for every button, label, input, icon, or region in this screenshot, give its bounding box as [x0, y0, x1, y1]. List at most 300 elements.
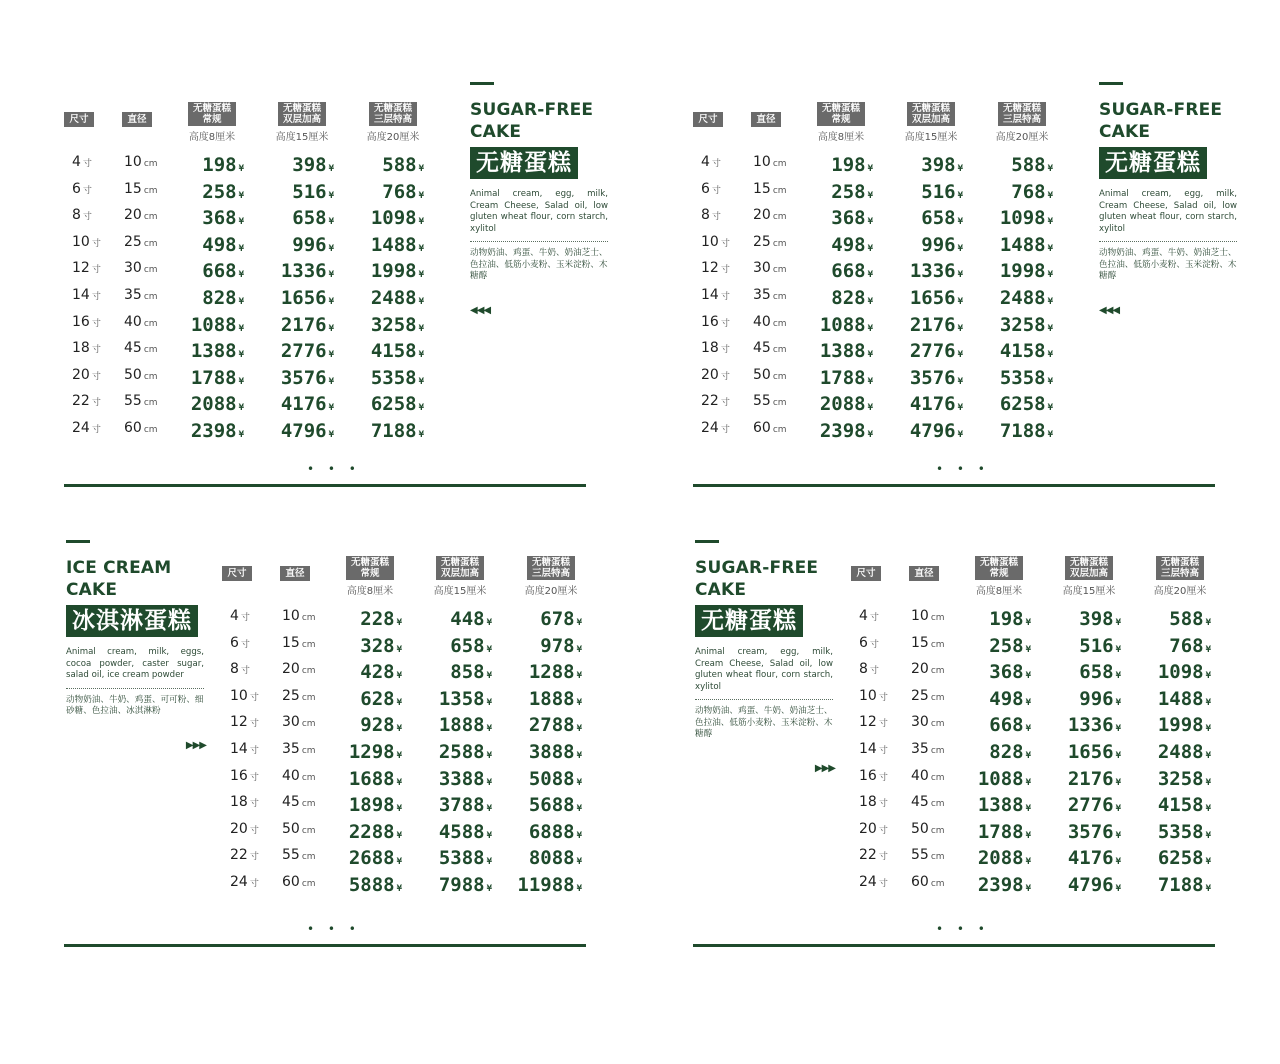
- header-col1: [817, 102, 865, 126]
- size-cell: [701, 234, 730, 250]
- currency-symbol: ¥: [328, 350, 334, 361]
- title-en-line1: ICE CREAM: [66, 558, 172, 578]
- price-cell: [502, 714, 582, 736]
- currency-symbol: ¥: [1115, 671, 1121, 682]
- price-value: 6888: [528, 820, 575, 843]
- currency-symbol: ¥: [1115, 830, 1121, 841]
- diameter-unit: cm: [143, 265, 158, 276]
- currency-symbol: ¥: [576, 804, 582, 815]
- price-value: 658: [1079, 661, 1114, 684]
- size-cell: [701, 367, 730, 383]
- price-cell: [344, 154, 424, 176]
- currency-symbol: ¥: [1047, 350, 1053, 361]
- size-value: 22: [701, 393, 719, 410]
- size-cell: [701, 314, 730, 330]
- header-h3: 高度20厘米: [995, 132, 1049, 143]
- size-value: 10: [701, 233, 719, 250]
- price-cell: [951, 714, 1031, 736]
- price-cell: [793, 207, 873, 229]
- price-value: 1336: [280, 260, 327, 283]
- price-value: 448: [450, 608, 485, 630]
- size-unit: 寸: [711, 159, 721, 169]
- price-cell: [412, 847, 492, 869]
- price-cell: [164, 260, 244, 282]
- currency-symbol: ¥: [328, 270, 334, 281]
- price-value: 428: [360, 661, 395, 684]
- size-cell: [230, 688, 259, 704]
- price-value: 6258: [999, 393, 1046, 416]
- currency-symbol: ¥: [1205, 857, 1211, 868]
- price-cell: [951, 688, 1031, 710]
- header-col2: [1065, 556, 1113, 580]
- price-value: 4176: [280, 393, 327, 416]
- diameter-cell: [911, 741, 945, 757]
- size-cell: [701, 154, 721, 170]
- price-cell: [883, 420, 963, 442]
- price-value: 3258: [999, 313, 1046, 336]
- diameter-unit: cm: [301, 825, 316, 836]
- price-value: 8088: [528, 847, 575, 870]
- currency-symbol: ¥: [418, 403, 424, 414]
- currency-symbol: ¥: [396, 830, 402, 841]
- size-value: 8: [72, 207, 81, 224]
- currency-symbol: ¥: [1047, 323, 1053, 334]
- currency-symbol: ¥: [1205, 618, 1211, 628]
- price-value: 1656: [909, 286, 956, 309]
- currency-symbol: ¥: [1205, 644, 1211, 655]
- size-unit: 寸: [249, 719, 259, 730]
- size-value: 22: [859, 847, 877, 864]
- diameter-value: 45: [753, 340, 771, 357]
- currency-symbol: ¥: [867, 243, 873, 254]
- diameter-cell: [124, 181, 158, 197]
- size-cell: [72, 393, 101, 409]
- price-cell: [1041, 874, 1121, 896]
- diameter-cell: [911, 847, 945, 863]
- size-unit: 寸: [249, 825, 259, 836]
- price-cell: [322, 794, 402, 816]
- header-col2-line2: 双层加高: [282, 114, 321, 125]
- currency-symbol: ¥: [418, 190, 424, 201]
- price-cell: [883, 340, 963, 362]
- currency-symbol: ¥: [486, 750, 492, 761]
- info-sidebar: [66, 540, 206, 751]
- header-col1-line2: 常规: [831, 114, 851, 125]
- arrows-right-icon: ▶▶▶: [814, 762, 835, 774]
- dotted-divider: [695, 699, 833, 700]
- currency-symbol: ¥: [1025, 724, 1031, 735]
- currency-symbol: ¥: [328, 403, 334, 414]
- diameter-unit: cm: [143, 318, 158, 329]
- currency-symbol: ¥: [1025, 830, 1031, 841]
- header-col2: [278, 102, 326, 126]
- currency-symbol: ¥: [576, 857, 582, 868]
- diameter-unit: cm: [143, 159, 158, 169]
- price-value: 668: [202, 260, 237, 283]
- header-h2: 高度15厘米: [904, 132, 958, 143]
- currency-symbol: ¥: [396, 804, 402, 815]
- price-cell: [164, 314, 244, 336]
- currency-symbol: ¥: [238, 376, 244, 387]
- diameter-cell: [124, 234, 158, 250]
- price-value: 1488: [999, 233, 1046, 256]
- diameter-cell: [282, 847, 316, 863]
- currency-symbol: ¥: [576, 883, 582, 894]
- price-value: 4796: [280, 419, 327, 442]
- price-value: 628: [360, 687, 395, 710]
- size-unit: 寸: [91, 345, 101, 356]
- header-h1: 高度8厘米: [817, 132, 865, 143]
- size-cell: [859, 608, 879, 624]
- price-value: 4158: [370, 340, 417, 363]
- size-cell: [230, 768, 259, 784]
- currency-symbol: ¥: [486, 618, 492, 628]
- size-unit: 寸: [869, 613, 879, 623]
- price-value: 4158: [999, 340, 1046, 363]
- price-cell: [164, 367, 244, 389]
- price-value: 1788: [819, 366, 866, 389]
- diameter-cell: [282, 821, 316, 837]
- currency-symbol: ¥: [486, 724, 492, 735]
- price-value: 7188: [999, 419, 1046, 442]
- diameter-unit: cm: [301, 666, 316, 677]
- currency-symbol: ¥: [486, 857, 492, 868]
- bottom-rule: [64, 484, 586, 487]
- size-cell: [72, 367, 101, 383]
- price-cell: [344, 260, 424, 282]
- bottom-rule: [64, 944, 586, 947]
- diameter-cell: [282, 741, 316, 757]
- currency-symbol: ¥: [238, 296, 244, 307]
- size-unit: 寸: [91, 318, 101, 329]
- size-unit: 寸: [91, 371, 101, 382]
- price-value: 1888: [438, 714, 485, 737]
- price-value: 4796: [909, 419, 956, 442]
- price-value: 4796: [1067, 873, 1114, 896]
- size-cell: [859, 768, 888, 784]
- price-cell: [883, 367, 963, 389]
- diameter-unit: cm: [143, 212, 158, 223]
- currency-symbol: ¥: [1115, 618, 1121, 628]
- price-value: 2088: [977, 847, 1024, 870]
- price-cell: [322, 768, 402, 790]
- price-cell: [1041, 608, 1121, 630]
- currency-symbol: ¥: [957, 164, 963, 174]
- size-unit: 寸: [82, 212, 92, 223]
- diameter-value: 30: [124, 260, 142, 277]
- price-cell: [883, 287, 963, 309]
- size-unit: 寸: [720, 371, 730, 382]
- price-cell: [1041, 768, 1121, 790]
- title-dash: [1099, 82, 1123, 85]
- price-value: 588: [1169, 608, 1204, 630]
- header-h1: 高度8厘米: [975, 586, 1023, 597]
- diameter-value: 15: [911, 634, 929, 651]
- diameter-cell: [282, 635, 316, 651]
- size-value: 10: [859, 687, 877, 704]
- header-size: 尺寸: [693, 112, 723, 127]
- price-cell: [883, 260, 963, 282]
- price-cell: [254, 181, 334, 203]
- price-value: 668: [989, 714, 1024, 737]
- size-value: 6: [701, 180, 710, 197]
- price-value: 1656: [280, 286, 327, 309]
- size-value: 10: [72, 233, 90, 250]
- size-unit: 寸: [720, 291, 730, 302]
- diameter-unit: cm: [301, 799, 316, 810]
- header-col2-line1: 无糖蛋糕: [911, 103, 950, 114]
- currency-symbol: ¥: [1205, 671, 1211, 682]
- price-cell: [973, 260, 1053, 282]
- price-cell: [502, 874, 582, 896]
- price-cell: [1131, 794, 1211, 816]
- size-unit: 寸: [249, 878, 259, 889]
- price-cell: [1131, 714, 1211, 736]
- price-cell: [951, 608, 1031, 630]
- size-cell: [859, 635, 879, 651]
- size-value: 4: [701, 154, 710, 170]
- currency-symbol: ¥: [957, 323, 963, 334]
- price-cell: [883, 393, 963, 415]
- price-value: 2788: [528, 714, 575, 737]
- size-cell: [859, 714, 888, 730]
- diameter-value: 40: [282, 767, 300, 784]
- diameter-unit: cm: [301, 692, 316, 703]
- ingredients-cn: 动物奶油、鸡蛋、牛奶、奶油芝士、色拉油、低筋小麦粉、玉米淀粉、木糖醇: [695, 706, 833, 739]
- price-value: 1788: [977, 820, 1024, 843]
- header-col2: [436, 556, 484, 580]
- price-cell: [344, 393, 424, 415]
- ellipsis-dots-icon: • • •: [936, 922, 990, 936]
- header-h3: 高度20厘米: [1153, 586, 1207, 597]
- price-cell: [883, 314, 963, 336]
- size-unit: 寸: [720, 318, 730, 329]
- price-value: 1098: [999, 207, 1046, 230]
- price-cell: [254, 367, 334, 389]
- currency-symbol: ¥: [418, 164, 424, 174]
- ellipsis-dots-icon: • • •: [307, 462, 361, 476]
- price-cell: [1041, 821, 1121, 843]
- price-value: 3788: [438, 794, 485, 817]
- size-cell: [72, 314, 101, 330]
- price-value: 1388: [190, 340, 237, 363]
- diameter-cell: [753, 420, 787, 436]
- currency-symbol: ¥: [238, 403, 244, 414]
- price-cell: [412, 714, 492, 736]
- header-col2-line2: 双层加高: [440, 568, 479, 579]
- price-cell: [973, 420, 1053, 442]
- diameter-value: 60: [911, 873, 929, 890]
- header-h2: 高度15厘米: [275, 132, 329, 143]
- header-col3-line2: 三层特高: [1160, 568, 1199, 579]
- size-value: 8: [230, 661, 239, 678]
- price-value: 498: [202, 233, 237, 256]
- currency-symbol: ¥: [1047, 217, 1053, 228]
- price-value: 2776: [1067, 794, 1114, 817]
- diameter-unit: cm: [143, 345, 158, 356]
- diameter-value: 35: [753, 286, 771, 303]
- size-cell: [72, 420, 101, 436]
- price-cell: [412, 794, 492, 816]
- currency-symbol: ¥: [1205, 750, 1211, 761]
- diameter-unit: cm: [301, 639, 316, 650]
- currency-symbol: ¥: [328, 217, 334, 228]
- diameter-cell: [911, 714, 945, 730]
- ingredients-en: Animal cream, milk, eggs, cocoa powder, caster sugar, salad oil, ice cream powder: [66, 647, 204, 680]
- header-col2-line1: 无糖蛋糕: [282, 103, 321, 114]
- arrows-left-icon: ◀◀◀: [470, 304, 491, 316]
- diameter-cell: [911, 768, 945, 784]
- diameter-value: 40: [753, 313, 771, 330]
- size-cell: [701, 287, 730, 303]
- size-unit: 寸: [711, 212, 721, 223]
- currency-symbol: ¥: [486, 804, 492, 815]
- price-cell: [973, 181, 1053, 203]
- diameter-value: 20: [753, 207, 771, 224]
- diameter-value: 50: [124, 366, 142, 383]
- diameter-value: 55: [282, 847, 300, 864]
- diameter-cell: [124, 340, 158, 356]
- size-value: 16: [701, 313, 719, 330]
- diameter-cell: [124, 154, 158, 170]
- size-unit: 寸: [82, 185, 92, 196]
- size-cell: [859, 688, 888, 704]
- price-cell: [973, 367, 1053, 389]
- currency-symbol: ¥: [1047, 243, 1053, 254]
- header-col3-line2: 三层特高: [1002, 114, 1041, 125]
- currency-symbol: ¥: [957, 350, 963, 361]
- size-value: 18: [701, 340, 719, 357]
- price-cell: [951, 661, 1031, 683]
- price-cell: [344, 420, 424, 442]
- price-cell: [412, 741, 492, 763]
- price-cell: [973, 207, 1053, 229]
- diameter-value: 15: [753, 180, 771, 197]
- diameter-value: 10: [911, 608, 929, 624]
- size-cell: [859, 794, 888, 810]
- price-cell: [1041, 741, 1121, 763]
- price-value: 1088: [819, 313, 866, 336]
- currency-symbol: ¥: [1025, 804, 1031, 815]
- price-value: 2288: [348, 820, 395, 843]
- diameter-cell: [753, 234, 787, 250]
- price-value: 1998: [999, 260, 1046, 283]
- price-value: 328: [360, 634, 395, 657]
- size-value: 24: [72, 419, 90, 436]
- size-value: 14: [701, 286, 719, 303]
- price-cell: [254, 154, 334, 176]
- title-en-line2: CAKE: [1099, 122, 1151, 142]
- currency-symbol: ¥: [867, 323, 873, 334]
- diameter-unit: cm: [301, 613, 316, 623]
- size-value: 12: [72, 260, 90, 277]
- price-value: 6258: [370, 393, 417, 416]
- header-col1: [188, 102, 236, 126]
- diameter-cell: [124, 314, 158, 330]
- price-cell: [1041, 661, 1121, 683]
- size-unit: 寸: [249, 745, 259, 756]
- bottom-rule: [693, 484, 1215, 487]
- size-unit: 寸: [878, 772, 888, 783]
- price-value: 1288: [528, 661, 575, 684]
- price-cell: [164, 340, 244, 362]
- diameter-value: 35: [911, 740, 929, 757]
- info-sidebar: [1099, 82, 1239, 316]
- currency-symbol: ¥: [1205, 777, 1211, 788]
- diameter-cell: [282, 688, 316, 704]
- diameter-cell: [753, 207, 787, 223]
- diameter-value: 20: [282, 661, 300, 678]
- price-value: 1336: [909, 260, 956, 283]
- price-value: 1998: [1157, 714, 1204, 737]
- price-cell: [254, 340, 334, 362]
- size-value: 18: [859, 794, 877, 811]
- diameter-cell: [282, 794, 316, 810]
- price-value: 4588: [438, 820, 485, 843]
- price-cell: [254, 234, 334, 256]
- price-value: 2398: [977, 873, 1024, 896]
- price-cell: [164, 234, 244, 256]
- header-diameter: 直径: [122, 112, 152, 127]
- size-cell: [230, 714, 259, 730]
- header-col1-line2: 常规: [989, 568, 1009, 579]
- currency-symbol: ¥: [418, 350, 424, 361]
- currency-symbol: ¥: [238, 270, 244, 281]
- title-dash: [470, 82, 494, 85]
- price-value: 2176: [1067, 767, 1114, 790]
- header-size: 尺寸: [851, 566, 881, 581]
- currency-symbol: ¥: [957, 296, 963, 307]
- size-unit: 寸: [878, 878, 888, 889]
- price-cell: [1131, 768, 1211, 790]
- diameter-value: 10: [124, 154, 142, 170]
- price-value: 1488: [370, 233, 417, 256]
- currency-symbol: ¥: [867, 403, 873, 414]
- size-value: 24: [859, 873, 877, 890]
- size-value: 4: [859, 608, 868, 624]
- currency-symbol: ¥: [238, 217, 244, 228]
- diameter-unit: cm: [930, 745, 945, 756]
- currency-symbol: ¥: [328, 296, 334, 307]
- price-value: 258: [202, 180, 237, 203]
- ellipsis-dots-icon: • • •: [936, 462, 990, 476]
- price-value: 2088: [819, 393, 866, 416]
- price-cell: [164, 420, 244, 442]
- diameter-cell: [911, 608, 945, 624]
- price-value: 1898: [348, 794, 395, 817]
- price-value: 5388: [438, 847, 485, 870]
- diameter-value: 15: [124, 180, 142, 197]
- currency-symbol: ¥: [957, 217, 963, 228]
- price-cell: [1131, 635, 1211, 657]
- currency-symbol: ¥: [867, 350, 873, 361]
- header-col1-line1: 无糖蛋糕: [979, 557, 1018, 568]
- title-en-line1: SUGAR-FREE: [695, 558, 819, 578]
- size-value: 12: [701, 260, 719, 277]
- diameter-unit: cm: [930, 613, 945, 623]
- size-unit: 寸: [91, 265, 101, 276]
- currency-symbol: ¥: [1025, 644, 1031, 655]
- diameter-unit: cm: [301, 745, 316, 756]
- header-diameter: 直径: [909, 566, 939, 581]
- price-cell: [344, 181, 424, 203]
- price-value: 2176: [280, 313, 327, 336]
- price-cell: [412, 635, 492, 657]
- price-cell: [951, 794, 1031, 816]
- price-value: 516: [292, 180, 327, 203]
- currency-symbol: ¥: [1205, 724, 1211, 735]
- price-cell: [883, 234, 963, 256]
